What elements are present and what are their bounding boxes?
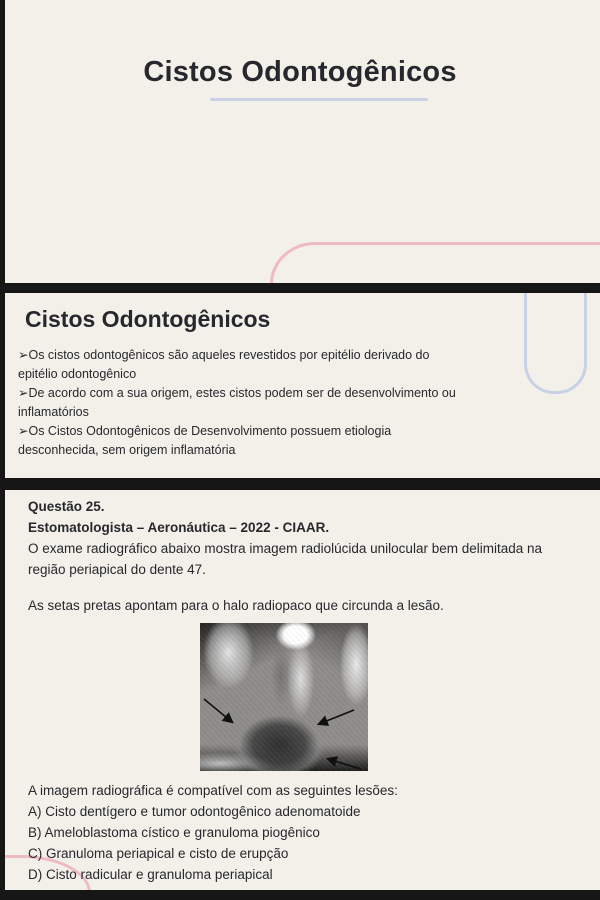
arrow-bottom [328,759,361,769]
presentation-title: Cistos Odontogênicos [143,56,457,88]
bullet-list [18,346,460,460]
arrow-right [319,710,354,724]
title-underline [210,98,428,101]
left-edge-bar [0,0,5,283]
option-b: B) Ameloblastoma cístico e granuloma piogênico [28,825,320,840]
blue-u-shape-decoration [524,293,587,394]
pink-rounded-corner-decoration [270,242,600,283]
bullet-text: De acordo com a sua origem, estes cistos podem ser de desenvolvimento ou inflamatórios [18,386,456,419]
periapical-xray-image [200,623,368,771]
option-d: D) Cisto radicular e granuloma periapical [28,867,273,882]
option-c: C) Granuloma periapical e cisto de erupção [28,846,289,861]
bullet-item [18,384,460,422]
arrow-bullet-icon: ➢ [18,424,29,438]
xray-black-arrows [200,623,368,771]
arrow-left [204,699,232,722]
slide-divider-bar [0,283,600,293]
bullet-item [18,422,460,460]
spacer [28,580,573,595]
bullet-item [18,346,460,384]
bullet-text: Os cistos odontogênicos são aqueles revestidos por epitélio derivado do epitélio odontogênico [18,348,430,381]
slide-heading: Cistos Odontogênicos [25,306,271,332]
title-slide [0,0,600,283]
question-statement: O exame radiográfico abaixo mostra imagem radiolúcida unilocular bem delimitada na região periapical do dente 47. [28,541,543,577]
left-edge-bar [0,490,5,890]
question-number: Questão 25. [28,499,105,514]
options-lead-in: A imagem radiográfica é compatível com as seguintes lesões: [28,783,398,798]
question-slide [0,490,600,890]
arrows-note: As setas pretas apontam para o halo radiopaco que circunda a lesão. [28,598,444,613]
option-a: A) Cisto dentígero e tumor odontogênico adenomatoide [28,804,361,819]
question-body [28,496,573,885]
left-edge-bar [0,293,5,478]
exam-source: Estomatologista – Aeronáutica – 2022 - CIAAR. [28,520,330,535]
bottom-bar [0,890,600,900]
bullet-text: Os Cistos Odontogênicos de Desenvolvimento possuem etiologia desconhecida, sem origem inflamatória [18,424,392,457]
arrow-bullet-icon: ➢ [18,348,29,362]
content-slide [0,293,600,478]
slide-divider-bar [0,478,600,490]
arrow-bullet-icon: ➢ [18,386,29,400]
